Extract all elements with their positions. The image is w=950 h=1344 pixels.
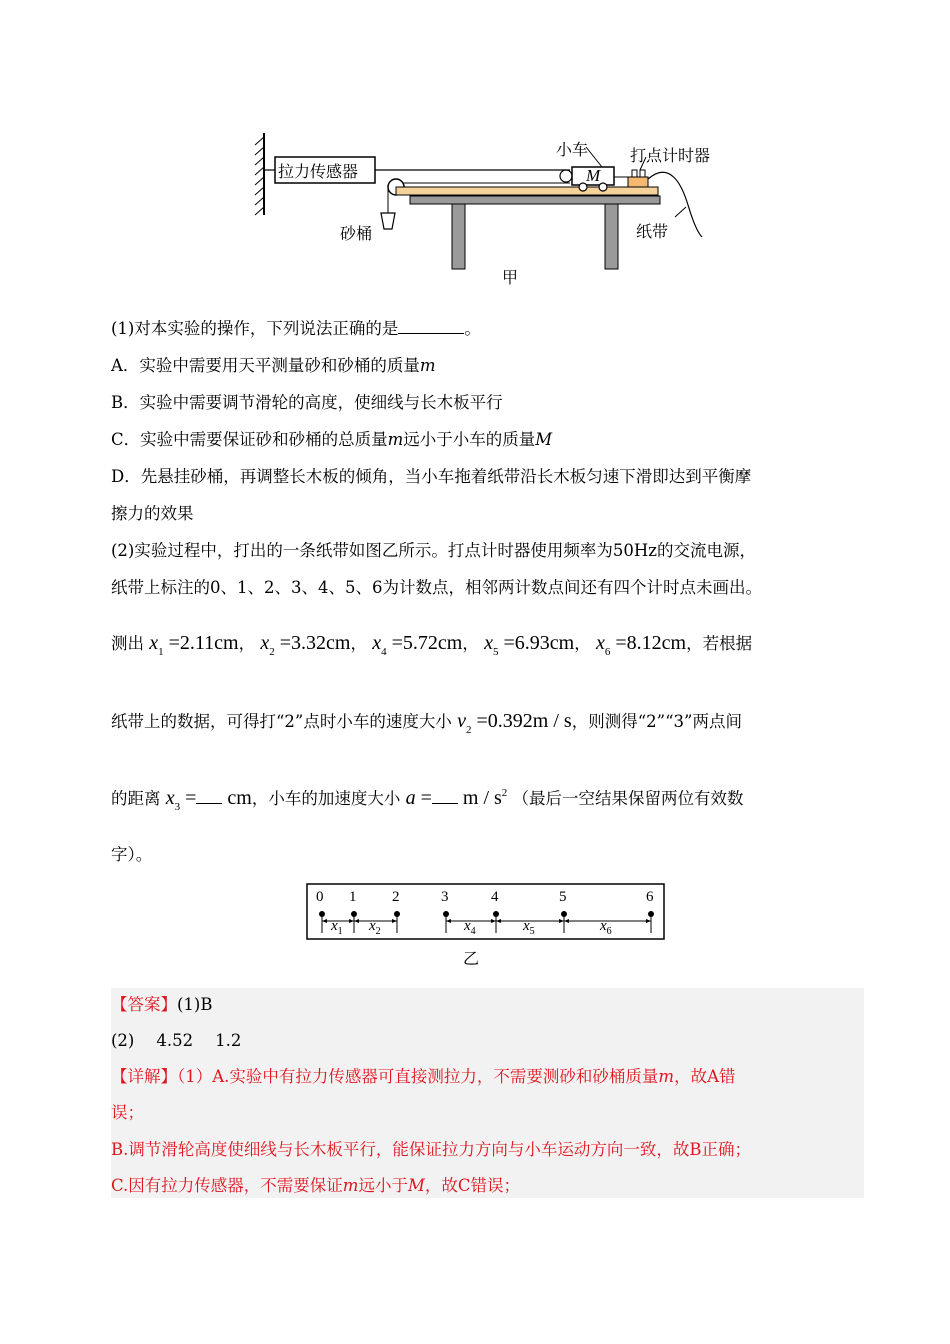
tape-point-3: 3 [441,889,449,905]
q1-option-b: B．实验中需要调节滑轮的高度，使细线与长木板平行 [111,393,503,412]
car-label: 小车 [556,140,589,159]
figure-yi [306,883,666,943]
tape-segment-x1: $x_1$ [331,918,343,937]
distance-x3: $x_3$ = cm [165,787,252,813]
measure-x5: $x_5 =6.93cm$ [484,632,575,658]
q1-answer-blank[interactable] [398,317,464,334]
q2-line6: 字）。 [111,845,153,864]
sensor-label: 拉力传感器 [278,162,359,181]
explanation-line4: C.因有拉力传感器，不需要保证m远小于M，故C错误； [111,1176,520,1195]
tape-segment-x6: $x_6$ [600,918,612,937]
q2-line1: (2)实验过程中，打出的一条纸带如图乙所示。打点计时器使用频率为50Hz的交流电源， [111,541,756,560]
q1-option-d: D．先悬挂砂桶，再调整长木板的倾角，当小车拖着纸带沿长木板匀速下滑即达到平衡摩 [111,467,752,486]
tape-point-4: 4 [491,889,499,905]
figure-jia-caption: 甲 [502,268,519,287]
bucket-label: 砂桶 [340,224,373,243]
tape-point-0: 0 [316,889,324,905]
answer-line1: 【答案】(1)B [111,995,213,1014]
measure-x6: $x_6 =8.12cm$ [595,632,687,658]
timer-device [628,177,648,187]
table-leg-left [452,204,465,269]
acceleration-a: $a = m / s^2$ [405,787,508,809]
figure-yi-caption: 乙 [463,949,480,968]
tape-point-6: 6 [646,889,654,905]
tape-point-5: 5 [559,889,567,905]
tape-label: 纸带 [636,222,669,241]
explanation-label: 【详解】 [111,1067,177,1086]
velocity-v2: $v_2 =0.392m / s$ [457,710,572,736]
sand-bucket [381,213,395,229]
explanation-line1: 【详解】（1）A.实验中有拉力传感器可直接测拉力，不需要测砂和砂桶质量m，故A错 [111,1067,736,1086]
q2-line2: 纸带上标注的0、1、2、3、4、5、6为计数点，相邻两计数点间还有四个计时点未画出。 [111,578,762,597]
q1-stem: (1)对本实验的操作，下列说法正确的是 。 [111,319,481,338]
car-mass-label: M [586,166,601,185]
q1-option-c: C．实验中需要保证砂和砂桶的总质量m远小于小车的质量M [111,430,553,449]
q1-option-a: A．实验中需要用天平测量砂和砂桶的质量m [111,356,436,375]
timer-label: 打点计时器 [630,146,711,165]
table-top [410,196,660,204]
explanation-line2: 误； [111,1103,144,1122]
measure-x1: $x_1 =2.11cm$ [149,632,239,658]
tape-segment-x5: $x_5$ [523,918,535,937]
measure-x4: $x_4 =5.72cm$ [372,632,463,658]
tape-point-2: 2 [392,889,400,905]
answer-section [111,988,864,1198]
tape-point-1: 1 [349,889,357,905]
explanation-line3: B.调节滑轮高度使细线与长木板平行，能保证拉力方向与小车运动方向一致，故B正确； [111,1140,751,1159]
tape-segment-x2: $x_2$ [369,918,381,937]
measure-x2: $x_2 =3.32cm$ [260,632,351,658]
q2-line4: 纸带上的数据，可得打“2”点时小车的速度大小 $v_2 =0.392m / s$，则测得“2”“3”两点间 [111,710,742,736]
long-board [396,187,658,195]
a-answer-blank[interactable] [432,787,458,804]
x3-answer-blank[interactable] [196,787,222,804]
tape-segment-x4: $x_4$ [464,918,476,937]
answer-line2: (2) 4.52 1.2 [111,1031,242,1050]
table-leg-right [605,204,618,269]
figure-jia [250,125,730,290]
q1-option-d-continued: 擦力的效果 [111,504,194,523]
paper-tape-diagram [306,883,666,943]
q2-line3: 测出 $x_1 =2.11cm$， $x_2 =3.32cm$， $x_4 =5.72cm$， $x_5 =6.93cm$， $x_6 =8.12cm$，若根据 [111,632,753,658]
q2-line5: 的距离 $x_3$ = cm，小车的加速度大小 $a = m / s^2$ （最后一空结果保留两位有效数 [111,787,744,813]
answer-label: 【答案】 [111,995,177,1014]
